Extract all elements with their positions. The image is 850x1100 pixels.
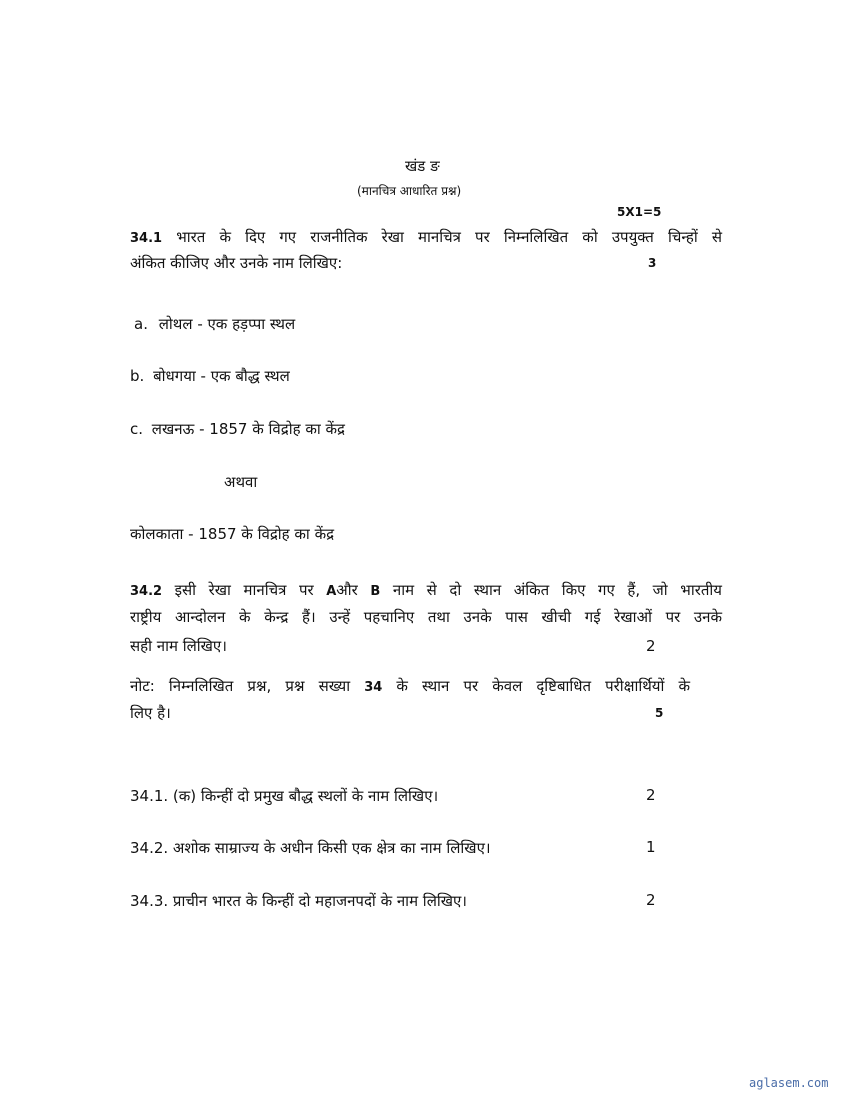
vi-question-1-marks: 2 — [646, 786, 656, 804]
section-marks: 5X1=5 — [617, 205, 662, 219]
q34-2-line3: सही नाम लिखिए। — [130, 637, 227, 655]
vi-question-3-marks: 2 — [646, 891, 656, 909]
q34-2-marks: 2 — [646, 637, 656, 655]
note-text-post: के स्थान पर केवल दृष्टिबाधित परीक्षार्थियों के — [396, 677, 691, 695]
q34-1-item-a — [134, 314, 295, 334]
q34-1-item-b — [130, 366, 290, 386]
vi-question-3: 34.3. प्राचीन भारत के किन्हीं दो महाजनपदों के नाम लिखिए। — [130, 892, 467, 910]
q34-1-line2: अंकित कीजिए और उनके नाम लिखिए: — [130, 254, 343, 272]
q34-1-line1 — [130, 227, 722, 247]
item-text: बोधगया - एक बौद्ध स्थल — [153, 367, 290, 385]
q34-1-marks: 3 — [648, 256, 657, 270]
q34-1-number: 34.1 — [130, 231, 163, 246]
item-label: a. — [134, 315, 148, 333]
note-line1 — [130, 676, 690, 696]
note-question-number: 34 — [364, 680, 383, 695]
q34-2-aur: और — [336, 581, 358, 599]
vi-question-2: 34.2. अशोक साम्राज्य के अधीन किसी एक क्षेत्र का नाम लिखिए। — [130, 839, 491, 857]
site-watermark[interactable]: aglasem.com — [749, 1076, 829, 1090]
item-text: लखनऊ - 1857 के विद्रोह का केंद्र — [151, 420, 345, 438]
item-label: b. — [130, 367, 145, 385]
section-subtitle: (मानचित्र आधारित प्रश्न) — [357, 184, 462, 198]
q34-1-text-line1: भारत के दिए गए राजनीतिक रेखा मानचित्र पर निम्नलिखित को उपयुक्त चिन्हों से — [176, 228, 722, 246]
or-label: अथवा — [224, 473, 258, 491]
q34-2-text-a: इसी रेखा मानचित्र पर — [174, 581, 314, 599]
q34-1-item-c — [130, 419, 345, 439]
q34-2-text-b: नाम से दो स्थान अंकित किए गए हैं, जो भारतीय — [392, 581, 722, 599]
vi-question-1: 34.1. (क) किन्हीं दो प्रमुख बौद्ध स्थलों के नाम लिखिए। — [130, 787, 439, 805]
item-text: लोथल - एक हड़प्पा स्थल — [158, 315, 296, 333]
note-text-pre: नोट: निम्नलिखित प्रश्न, प्रश्न सख्या — [130, 677, 351, 695]
q34-2-number: 34.2 — [130, 584, 163, 599]
vi-question-2-marks: 1 — [646, 838, 656, 856]
q34-1-alternative: कोलकाता - 1857 के विद्रोह का केंद्र — [130, 525, 335, 543]
q34-2-line2: राष्ट्रीय आन्दोलन के केन्द्र हैं। उन्हें पहचानिए तथा उनके पास खीची गई रेखाओं पर उनके — [130, 608, 722, 626]
section-title: खंड ङ — [405, 157, 440, 175]
place-marker-b: B — [370, 584, 381, 599]
note-line2: लिए है। — [130, 704, 171, 722]
place-marker-a: A — [326, 584, 337, 599]
q34-2-line1 — [130, 580, 722, 600]
note-marks: 5 — [655, 706, 664, 720]
item-label: c. — [130, 420, 144, 438]
